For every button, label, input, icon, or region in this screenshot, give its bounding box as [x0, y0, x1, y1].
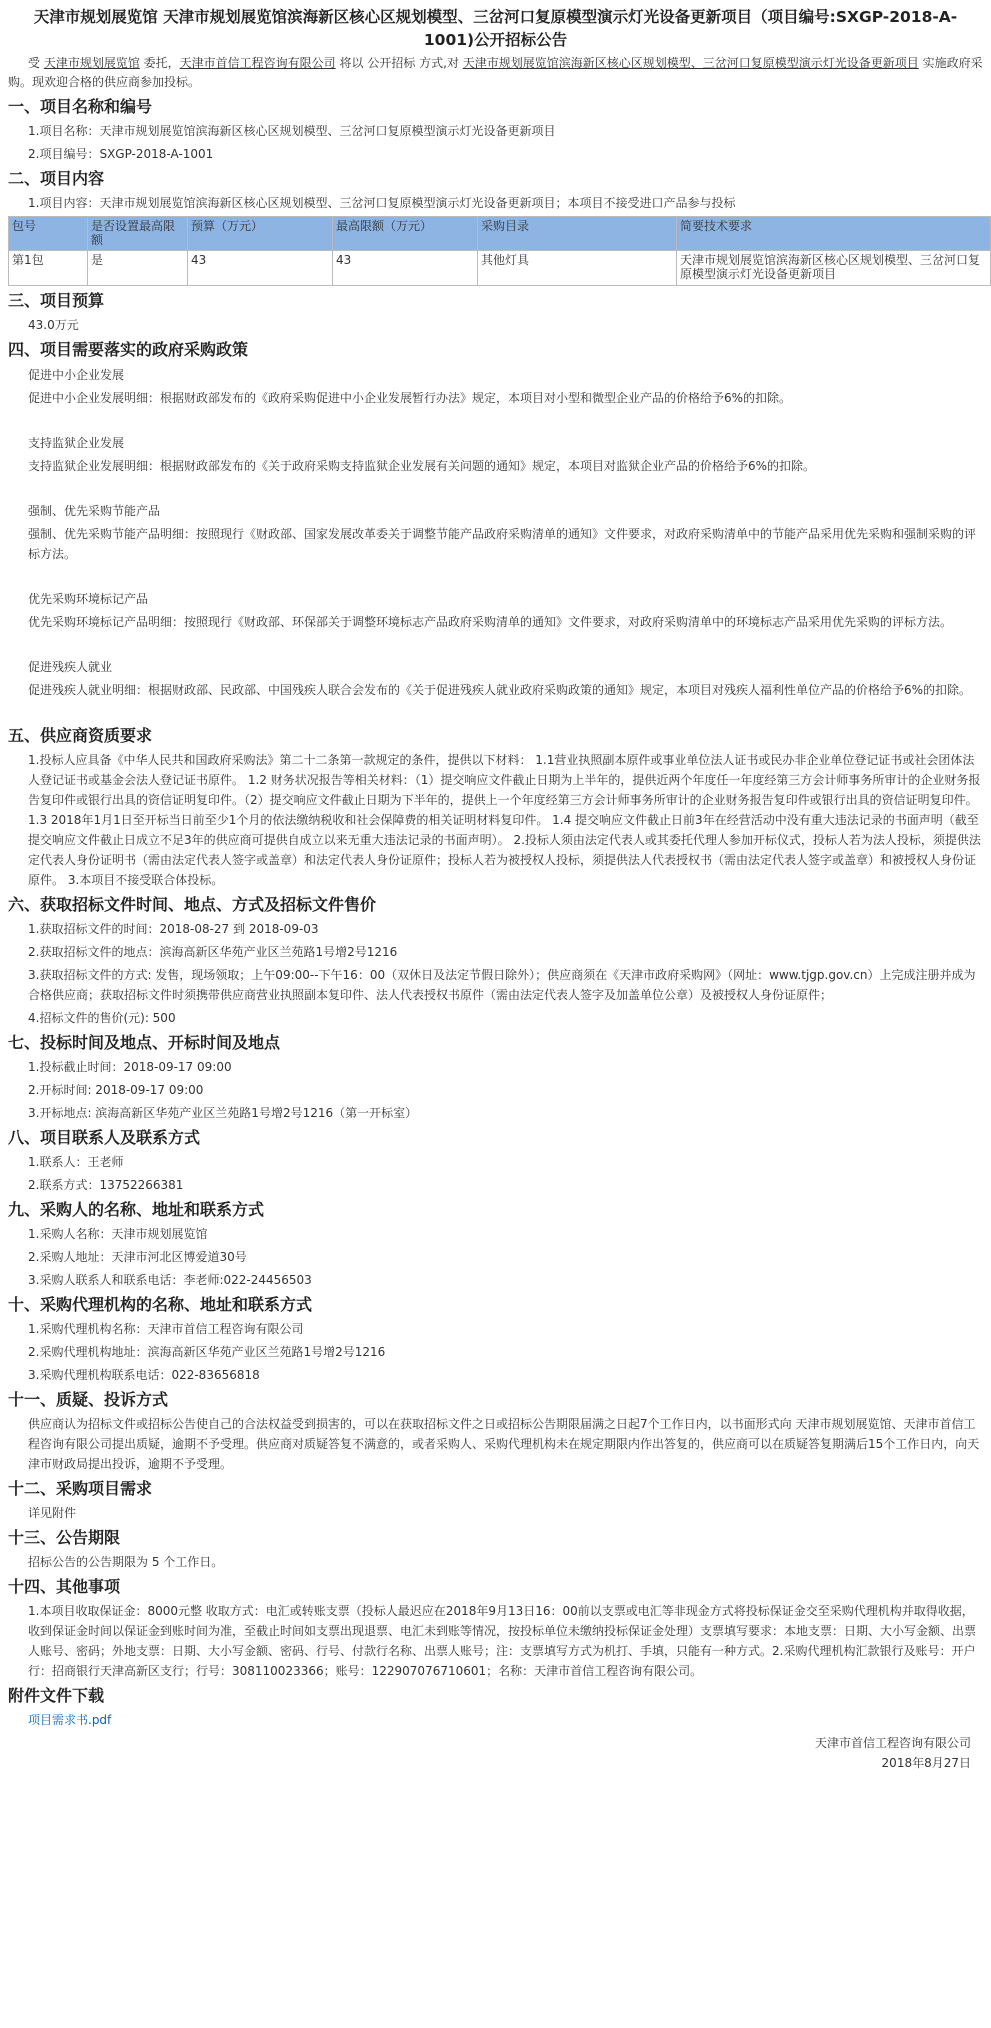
- table-header: 是否设置最高限额: [88, 217, 188, 251]
- table-header: 最高限额（万元）: [333, 217, 478, 251]
- page-title: 天津市规划展览馆 天津市规划展览馆滨海新区核心区规划模型、三岔河口复原模型演示灯光设备更新项目（项目编号:SXGP-2018-A-1001)公开招标公告: [33, 8, 958, 49]
- section-heading: 十、采购代理机构的名称、地址和联系方式: [8, 1295, 313, 1314]
- section-heading: 十二、采购项目需求: [8, 1479, 153, 1498]
- bid-deadline: 1.投标截止时间：2018-09-17 09:00: [28, 1060, 232, 1074]
- signature-org: 天津市首信工程咨询有限公司: [814, 1736, 971, 1750]
- agency-link[interactable]: 天津市首信工程咨询有限公司: [179, 56, 336, 70]
- contact-person: 1.联系人：王老师: [28, 1155, 124, 1169]
- intro-text: 受: [28, 56, 44, 70]
- policy-text: 促进中小企业发展明细：根据财政部发布的《政府采购促进中小企业发展暂行办法》规定，本项目对小型和微型企业产品的价格给予6%的扣除。: [28, 391, 792, 405]
- attachment-list: [8, 1710, 983, 1730]
- table-header-row: [9, 217, 991, 251]
- policy-text: 促进残疾人就业明细：根据财政部、民政部、中国残疾人联合会发布的《关于促进残疾人就业政府采购政策的通知》规定，本项目对残疾人福利性单位产品的价格给予6%的扣除。: [28, 683, 972, 697]
- project-number: 2.项目编号：SXGP-2018-A-1001: [28, 147, 214, 161]
- doc-location: 2.获取招标文件的地点：滨海高新区华苑产业区兰苑路1号增2号1216: [28, 945, 398, 959]
- contact-phone: 2.联系方式：13752266381: [28, 1178, 184, 1192]
- section-heading: 二、项目内容: [8, 169, 105, 188]
- policy-title: 促进中小企业发展: [28, 368, 125, 382]
- table-cell: 其他灯具: [478, 251, 677, 286]
- other-text: 1.本项目收取保证金：8000元整 收取方式：电汇或转账支票（投标人最迟应在2018年9月13日16：00前以支票或电汇等非现金方式将投标保证金交至采购代理机构并取得收据，收到保证金时间以保证金到账时间为准，至截止时间如支票出现退票、电汇未到账等情况，按投标单位未缴纳投标保证金处理）支票填写要求：本地支票：日期、大小写金额、出票人账号、密码；外地支票：日期、大小写金额、密码、行号、付款行名称、出票人账号；注：支票填写方式为机打、手填，只能有一种方式。2.采购代理机构汇款银行及账号：开户行：招商银行天津高新区支行；行号：308110023366；账号：122907076710601；名称：天津市首信工程咨询有限公司。: [28, 1604, 977, 1678]
- attachment-link[interactable]: 项目需求书.pdf: [28, 1713, 112, 1727]
- budget-value: 43.0万元: [28, 318, 79, 332]
- doc-method: 3.获取招标文件的方式: 发售，现场领取；上午09:00--下午16：00（双休日及法定节假日除外）；供应商须在《天津市政府采购网》（网址：www.tjgp.gov.cn）上完成注册并成为合格供应商；获取招标文件时须携带供应商营业执照副本复印件、法人代表授权书原件（需由法定代表人签字及加盖单位公章）及被授权人身份证原件；: [28, 968, 976, 1002]
- purchaser-link[interactable]: 天津市规划展览馆: [43, 56, 140, 70]
- section-heading: 九、采购人的名称、地址和联系方式: [8, 1200, 265, 1219]
- period-text: 招标公告的公告期限为 5 个工作日。: [28, 1555, 224, 1569]
- attachments-heading: 附件文件下载: [8, 1686, 105, 1705]
- opening-time: 2.开标时间: 2018-09-17 09:00: [28, 1083, 204, 1097]
- opening-location: 3.开标地点: 滨海高新区华苑产业区兰苑路1号增2号1216（第一开标室）: [28, 1106, 418, 1120]
- complaint-text: 供应商认为招标文件或招标公告使自己的合法权益受到损害的，可以在获取招标文件之日或招标公告期限届满之日起7个工作日内，以书面形式向 天津市规划展览馆、天津市首信工程咨询有限公司提出质疑，逾期不予受理。供应商对质疑答复不满意的，或者采购人、采购代理机构未在规定期限内作出答复的，供应商可以在质疑答复期满后15个工作日内，向天津市财政局提出投诉，逾期不予受理。: [28, 1417, 980, 1471]
- policy-title: 强制、优先采购节能产品: [28, 504, 161, 518]
- signature-date: 2018年8月27日: [881, 1756, 971, 1770]
- requirements-text: 详见附件: [28, 1506, 77, 1520]
- section-heading: 四、项目需要落实的政府采购政策: [8, 340, 249, 359]
- section-heading: 十一、质疑、投诉方式: [8, 1390, 169, 1409]
- intro-paragraph: [8, 54, 983, 92]
- purchaser-address: 2.采购人地址：天津市河北区博爱道30号: [28, 1250, 247, 1264]
- table-header: 预算（万元）: [188, 217, 333, 251]
- doc-time: 1.获取招标文件的时间：2018-08-27 到 2018-09-03: [28, 922, 319, 936]
- purchaser-contact: 3.采购人联系人和联系电话：李老师:022-24456503: [28, 1273, 312, 1287]
- section-heading: 一、项目名称和编号: [8, 97, 153, 116]
- policy-text: 优先采购环境标记产品明细：按照现行《财政部、环保部关于调整环境标志产品政府采购清单的通知》文件要求，对政府采购清单中的环境标志产品采用优先采购的评标方法。: [28, 615, 953, 629]
- agency-address: 2.采购代理机构地址：滨海高新区华苑产业区兰苑路1号增2号1216: [28, 1345, 386, 1359]
- intro-text: 将以 公开招标 方式,对: [335, 56, 463, 70]
- table-cell: 43: [333, 251, 478, 286]
- table-row: [9, 251, 991, 286]
- section-heading: 五、供应商资质要求: [8, 726, 153, 745]
- policy-title: 优先采购环境标记产品: [28, 592, 149, 606]
- purchaser-name: 1.采购人名称：天津市规划展览馆: [28, 1227, 208, 1241]
- project-name: 1.项目名称：天津市规划展览馆滨海新区核心区规划模型、三岔河口复原模型演示灯光设备更新项目: [28, 124, 556, 138]
- section-heading: 七、投标时间及地点、开标时间及地点: [8, 1033, 281, 1052]
- doc-price: 4.招标文件的售价(元): 500: [28, 1011, 176, 1025]
- policy-title: 促进残疾人就业: [28, 660, 113, 674]
- qualification-text: 1.投标人应具备《中华人民共和国政府采购法》第二十二条第一款规定的条件，提供以下材料： 1.1营业执照副本原件或事业单位法人证书或民办非企业单位登记证书或社会团体法人登记证书或基金会法人登记证书原件。 1.2 财务状况报告等相关材料：（1）提交响应文件截止日期为上半年的，提供近两个年度任一年度经第三方会计师事务所审计的企业财务报告复印件或银行出具的资信证明复印件。（2）提交响应文件截止日期为下半年的，提供上一个年度经第三方会计师事务所审计的企业财务报告复印件或银行出具的资信证明复印件。 1.3 2018年1月1日至开标当日前至少1个月的依法缴纳税收和社会保障费的相关证明材料复印件。 1.4 提交响应文件截止日前3年在经营活动中没有重大违法记录的书面声明（截至提交响应文件截止日成立不足3年的供应商可提供自成立以来无重大违法记录的书面声明）。 2.投标人须由法定代表人或其委托代理人参加开标仪式，投标人若为法人投标，须提供法定代表人身份证明书（需由法定代表人签字或盖章）和法定代表人身份证原件；投标人若为被授权人投标，须提供法人代表授权书（需由法定代表人签字或盖章）和被授权人身份证原件。 3.本项目不接受联合体投标。: [28, 753, 981, 887]
- intro-text: 委托，: [139, 56, 180, 70]
- section-heading: 十四、其他事项: [8, 1577, 121, 1596]
- policy-text: 强制、优先采购节能产品明细：按照现行《财政部、国家发展改革委关于调整节能产品政府采购清单的通知》文件要求，对政府采购清单中的节能产品采用优先采购和强制采购的评标方法。: [28, 527, 977, 561]
- table-cell: 43: [188, 251, 333, 286]
- section-heading: 六、获取招标文件时间、地点、方式及招标文件售价: [8, 895, 377, 914]
- section-heading: 十三、公告期限: [8, 1528, 121, 1547]
- table-cell: 是: [88, 251, 188, 286]
- agency-name: 1.采购代理机构名称：天津市首信工程咨询有限公司: [28, 1322, 304, 1336]
- project-link[interactable]: 天津市规划展览馆滨海新区核心区规划模型、三岔河口复原模型演示灯光设备更新项目: [462, 56, 919, 70]
- policy-text: 支持监狱企业发展明细：根据财政部发布的《关于政府采购支持监狱企业发展有关问题的通知》规定，本项目对监狱企业产品的价格给予6%的扣除。: [28, 459, 816, 473]
- table-cell: 第1包: [9, 251, 88, 286]
- table-header: 采购目录: [478, 217, 677, 251]
- policy-title: 支持监狱企业发展: [28, 436, 125, 450]
- intro-text: 实施政府采购。现欢迎合格的供应商参加投标。: [8, 56, 983, 89]
- package-table: [8, 216, 991, 286]
- table-header: 包号: [9, 217, 88, 251]
- table-cell: 天津市规划展览馆滨海新区核心区规划模型、三岔河口复原模型演示灯光设备更新项目: [677, 251, 991, 286]
- project-content: 1.项目内容：天津市规划展览馆滨海新区核心区规划模型、三岔河口复原模型演示灯光设备更新项目；本项目不接受进口产品参与投标: [28, 196, 736, 210]
- agency-phone: 3.采购代理机构联系电话：022-83656818: [28, 1368, 260, 1382]
- table-header: 简要技术要求: [677, 217, 991, 251]
- section-heading: 三、项目预算: [8, 291, 105, 310]
- section-heading: 八、项目联系人及联系方式: [8, 1128, 201, 1147]
